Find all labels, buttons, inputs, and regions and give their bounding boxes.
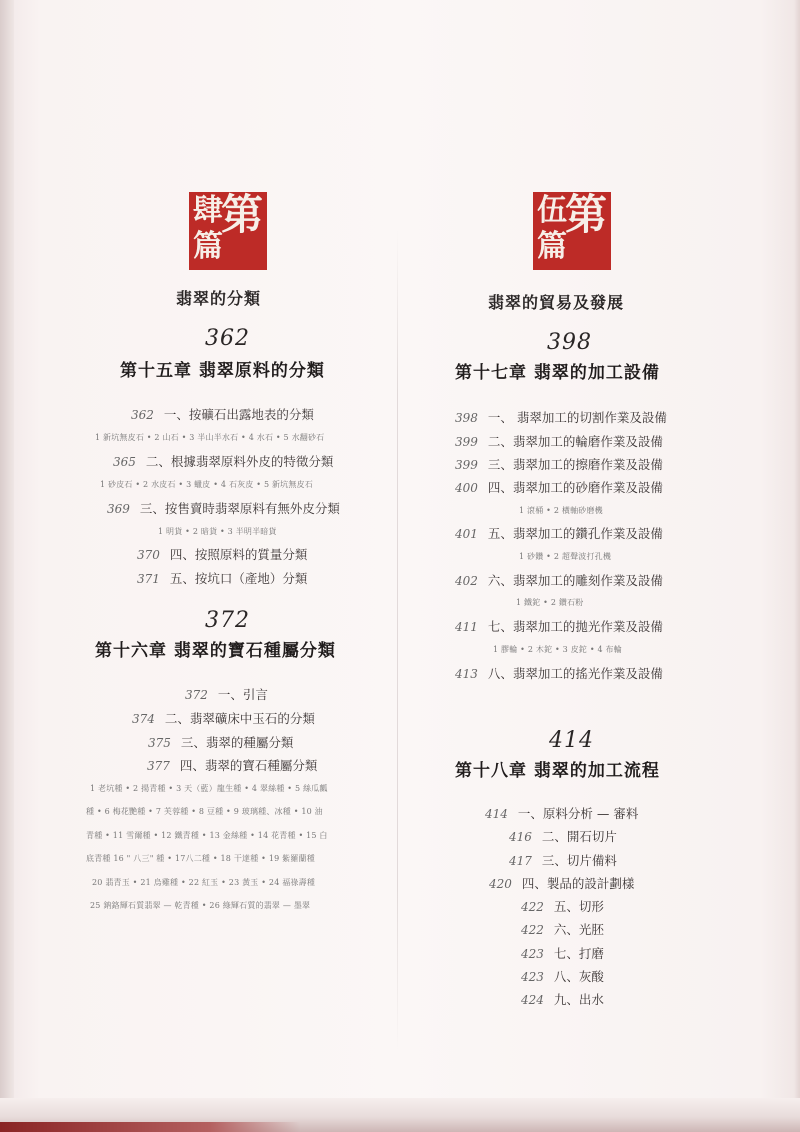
entry-title: 三、翡翠的種屬分類 [180,735,294,750]
column-divider [397,230,398,1050]
toc-entry[interactable] [132,709,315,727]
seal-glyph: 第 [220,190,263,239]
entry-subitems: 1 明貨 • 2 暗貨 • 3 半明半暗貨 [158,527,277,536]
seal-glyph: 伍 [537,193,567,228]
entry-title: 四、按照原料的質量分類 [169,547,308,562]
toc-entry[interactable] [131,405,314,423]
entry-page-number: 414 [485,807,508,821]
entry-title: 六、翡翠加工的雕刻作業及設備 [487,573,663,588]
entry-page-number: 411 [455,620,478,634]
entry-page-number: 374 [132,712,155,726]
toc-entry[interactable] [137,569,307,587]
page-edge [794,0,800,1132]
entry-page-number: 398 [455,411,478,425]
entry-subitems: 底青種 16 " 八三" 種 • 17八二種 • 18 干達種 • 19 紫羅蘭種 [86,854,315,863]
entry-page-number: 417 [509,854,532,868]
chapter-title: 第十六章 翡翠的寶石種屬分類 [95,641,336,661]
entry-title: 四、製品的設計劃樣 [521,876,635,891]
entry-page-number: 402 [455,574,478,588]
entry-page-number: 399 [455,458,478,472]
entry-page-number: 422 [521,900,544,914]
entry-title: 二、開石切片 [541,829,617,844]
toc-entry[interactable] [521,897,604,915]
entry-page-number: 372 [185,688,208,702]
entry-title: 三、翡翠加工的擦磨作業及設備 [487,457,663,472]
chapter-title: 第十七章 翡翠的加工設備 [455,363,660,383]
toc-entry[interactable] [137,545,307,563]
book-cover-edge [0,1122,300,1132]
entry-title: 二、根據翡翠原料外皮的特徵分類 [145,454,334,469]
entry-page-number: 400 [455,481,478,495]
seal-glyph: 第 [564,190,607,239]
toc-entry[interactable] [509,851,617,869]
entry-subitems: 1 鐵鉈 • 2 鑽石粉 [516,598,584,607]
chapter-page-number: 398 [547,330,592,355]
entry-title: 三、按售賣時翡翠原料有無外皮分類 [139,501,340,516]
entry-page-number: 416 [509,830,532,844]
toc-entry[interactable] [148,733,293,751]
entry-page-number: 369 [107,502,130,516]
part-title-left: 翡翠的分類 [176,289,262,308]
toc-entry[interactable] [147,756,317,774]
entry-page-number: 423 [521,947,544,961]
toc-entry[interactable] [455,432,663,450]
entry-page-number: 375 [148,736,171,750]
entry-page-number: 365 [113,455,136,469]
entry-title: 一、按礦石出露地表的分類 [163,407,314,422]
entry-title: 一、引言 [217,687,268,702]
toc-entry[interactable] [185,685,268,703]
toc-entry[interactable] [107,499,340,517]
toc-entry[interactable] [455,664,663,682]
entry-page-number: 371 [137,572,160,586]
entry-subitems: 種 • 6 梅花艷種 • 7 芙蓉種 • 8 豆種 • 9 玻璃種、冰種 • 10 油 [86,807,323,816]
entry-title: 一、原料分析 — 審料 [517,806,639,821]
entry-page-number: 420 [489,877,512,891]
entry-title: 八、灰酸 [553,969,604,984]
entry-subitems: 25 鈉鉻輝石質翡翠 — 乾青種 • 26 綠輝石質的翡翠 — 墨翠 [90,901,311,910]
entry-title: 二、翡翠加工的輪磨作業及設備 [487,434,663,449]
toc-entry[interactable] [455,408,667,426]
entry-page-number: 424 [521,993,544,1007]
entry-subitems: 20 翡青玉 • 21 烏雞種 • 22 紅玉 • 23 黃玉 • 24 福祿壽種 [92,878,316,887]
toc-entry[interactable] [455,455,663,473]
entry-page-number: 423 [521,970,544,984]
entry-title: 三、切片備料 [541,853,617,868]
entry-subitems: 1 膠輪 • 2 木鉈 • 3 皮鉈 • 4 布輪 [493,645,622,654]
chapter-page-number: 372 [205,608,250,633]
toc-entry[interactable] [485,804,638,822]
entry-page-number: 377 [147,759,170,773]
entry-title: 四、翡翠加工的砂磨作業及設備 [487,480,663,495]
chapter-title: 第十五章 翡翠原料的分類 [120,361,325,381]
entry-page-number: 422 [521,923,544,937]
toc-entry[interactable] [521,944,604,962]
toc-entry[interactable] [113,452,333,470]
toc-entry[interactable] [489,874,634,892]
toc-entry[interactable] [455,617,663,635]
entry-title: 六、光胚 [553,922,604,937]
toc-entry[interactable] [455,478,663,496]
spine-shadow [0,0,14,1132]
chapter-page-number: 362 [205,326,250,351]
chapter-page-number: 414 [549,728,594,753]
entry-title: 五、按坑口（產地）分類 [169,571,308,586]
entry-page-number: 370 [137,548,160,562]
seal-glyph: 肆 [193,193,223,228]
part-seal-left [189,192,267,270]
entry-title: 二、翡翠礦床中玉石的分類 [164,711,315,726]
toc-entry[interactable] [521,920,604,938]
entry-title: 七、翡翠加工的拋光作業及設備 [487,619,663,634]
toc-entry[interactable] [521,990,604,1008]
entry-page-number: 362 [131,408,154,422]
part-title-right: 翡翠的貿易及發展 [488,293,625,312]
toc-entry[interactable] [455,571,663,589]
entry-title: 五、切形 [553,899,604,914]
seal-glyph: 篇 [193,229,223,264]
toc-entry[interactable] [509,827,617,845]
entry-title: 九、出水 [553,992,604,1007]
entry-subitems: 1 砂皮石 • 2 水皮石 • 3 蠟皮 • 4 石灰皮 • 5 新坑無皮石 [100,480,313,489]
entry-title: 四、翡翠的寶石種屬分類 [179,758,318,773]
entry-subitems: 1 新坑無皮石 • 2 山石 • 3 半山半水石 • 4 水石 • 5 水翻砂石 [95,433,325,442]
entry-page-number: 399 [455,435,478,449]
entry-title: 八、翡翠加工的搖光作業及設備 [487,666,663,681]
seal-glyph: 篇 [537,229,567,264]
entry-page-number: 413 [455,667,478,681]
entry-subitems: 1 砂鑽 • 2 超聲波打孔機 [519,552,612,561]
toc-entry[interactable] [455,524,663,542]
entry-subitems: 1 老坑種 • 2 揚青種 • 3 天（藍）龍生種 • 4 翠絲種 • 5 絲瓜瓤 [90,784,328,793]
toc-entry[interactable] [521,967,604,985]
entry-title: 一、 翡翠加工的切割作業及設備 [487,410,667,425]
entry-page-number: 401 [455,527,478,541]
entry-title: 五、翡翠加工的鑽孔作業及設備 [487,526,663,541]
chapter-title: 第十八章 翡翠的加工流程 [455,761,660,781]
entry-title: 七、打磨 [553,946,604,961]
part-seal-right [533,192,611,270]
entry-subitems: 1 滾桶 • 2 橫軸砂磨機 [519,506,603,515]
entry-subitems: 青種 • 11 雪爾種 • 12 鐵青種 • 13 金絲種 • 14 花青種 • 15 白 [86,831,328,840]
